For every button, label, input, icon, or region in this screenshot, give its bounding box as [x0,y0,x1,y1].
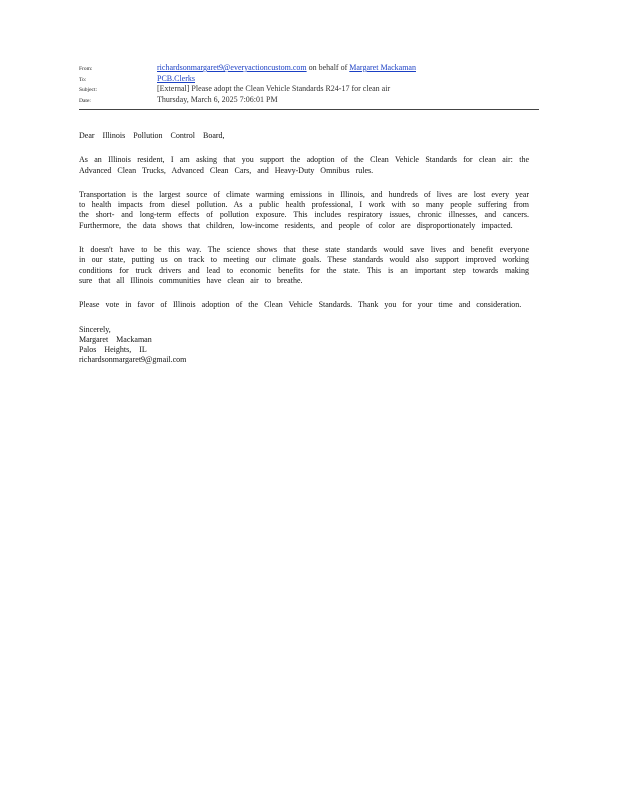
greeting: Dear Illinois Pollution Control Board, [79,131,225,140]
from-name-link[interactable]: Margaret Mackaman [349,63,416,72]
from-label: From: [79,66,93,72]
subject-label: Subject: [79,87,98,93]
from-value [157,63,416,72]
date-label: Date: [79,97,91,104]
sender-name: Margaret Mackaman [79,334,152,344]
to-label: To: [79,76,87,83]
date-row [79,95,539,106]
subject-value: [External] Please adopt the Clean Vehicle Standards R24-17 for clean air [157,84,391,93]
from-on-behalf-text: on behalf of [306,63,350,72]
paragraph-4: Please vote in favor of Illinois adoption of the Clean Vehicle Standards. Thank you for your time and consideration. [79,300,522,310]
email-header [79,63,539,105]
from-email-link[interactable]: richardsonmargaret9@everyactioncustom.com [157,63,307,72]
from-row [79,63,539,74]
subject-row [79,84,539,95]
email-body [79,131,529,366]
sender-location: Palos Heights, IL [79,345,147,355]
to-row [79,74,539,85]
sender-email: richardsonmargaret9@gmail.com [79,355,187,365]
to-value-link[interactable]: PCB.Clerks [157,73,196,83]
signature [79,325,529,366]
paragraph-3: It doesn't have to be this way. The science shows that these state standards would save lives and benefit everyone in our state, putting us on track to meeting our climate goals. These standards would also support improved working conditions for truck drivers and lead to economic benefits for the state. This is an important step towards making sure that all Illinois communities have clean air to breathe. [79,245,529,285]
header-divider [79,109,539,110]
signoff: Sincerely, [79,324,111,334]
paragraph-2: Transportation is the largest source of climate warming emissions in Illinois, and hundreds of lives are lost every year to health impacts from diesel pollution. As a public health professional, I work with so many people suffering from the short- and long-term effects of pollution exposure. This includes respiratory issues, chronic illnesses, and cancers. Furthermore, the data shows that children, low-income residents, and people of color are disproportionately impacted. [79,189,529,230]
date-value: Thursday, March 6, 2025 7:06:01 PM [157,94,278,104]
paragraph-1: As an Illinois resident, I am asking that you support the adoption of the Clean Vehicle Standards for clean air: the Advanced Clean Trucks, Advanced Clean Cars, and Heavy-Duty Omnibus rules. [79,155,529,175]
